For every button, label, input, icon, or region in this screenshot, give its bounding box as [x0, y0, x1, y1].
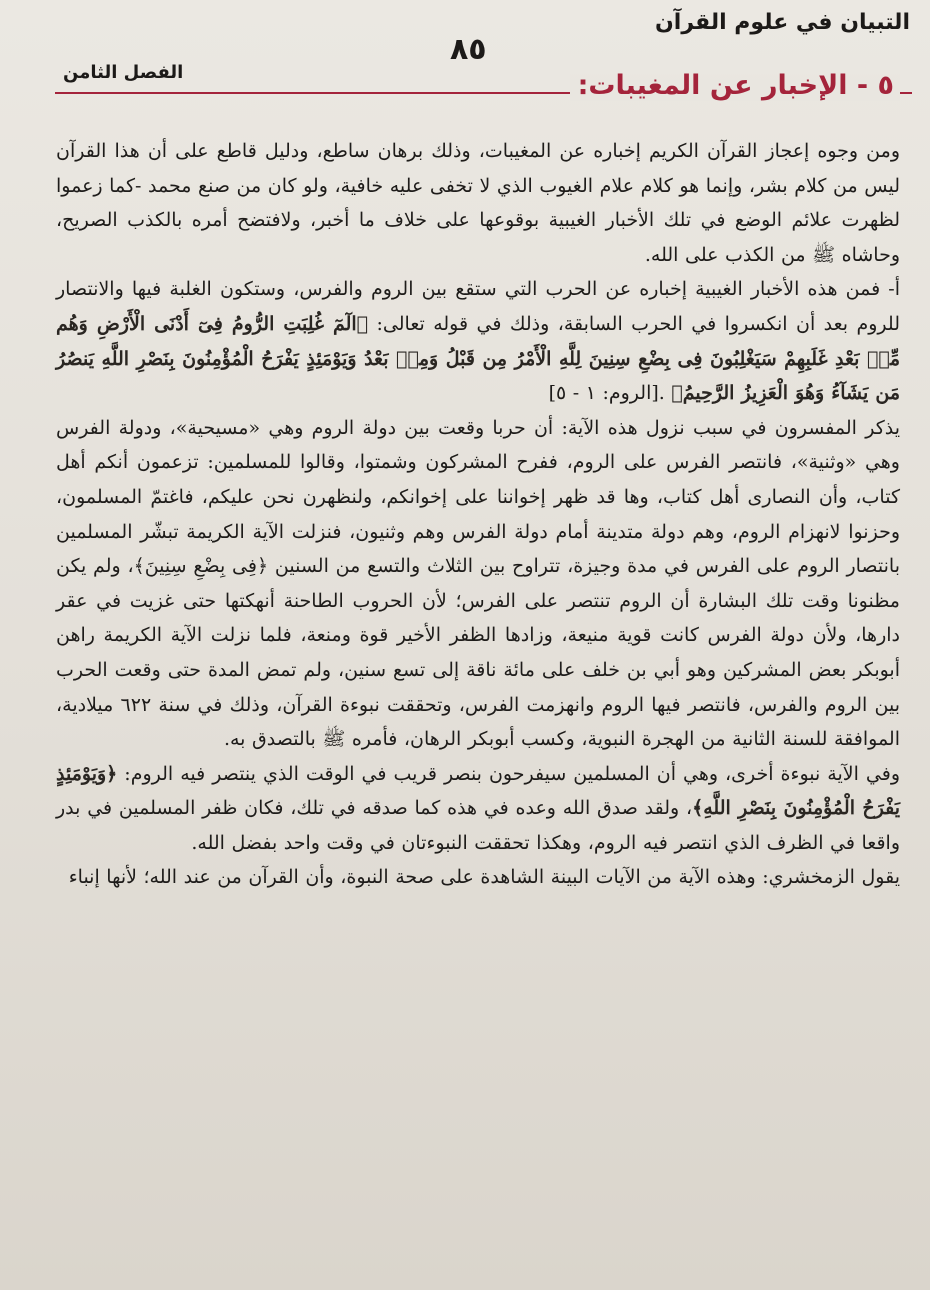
paragraph-intro: [56, 134, 900, 272]
paragraph-text: ومن وجوه إعجاز القرآن الكريم إخباره عن المغيبات، وذلك برهان ساطع، ودليل قاطع على أن هذا القرآن ليس من كلام بشر، وإنما هو كلام علام الغيوب الذي لا تخفى عليه خافية، ولو كان من صنع محمد -كما زعموا لظهرت علائم الوضع في تلك الأخبار الغيبية بوقوعها على خلاف ما أخبر، ولافتضح أمره بالكذب الصريح، وحاشاه ﷺ من الكذب على الله.: [56, 140, 900, 266]
paragraph-revelation-cause: [56, 411, 900, 757]
chapter-title: الفصل الثامن: [63, 62, 184, 83]
paragraph-text: يذكر المفسرون في سبب نزول هذه الآية: أن حربا وقعت بين دولة الروم وهي «مسيحية»، ودولة الفرس وهي «وثنية»، فانتصر الفرس على الروم، ففرح المشركون وشمتوا، وقالوا للمسلمين: تزعمون أنكم أهل كتاب، وأن النصارى أهل كتاب، وها قد ظهر إخواننا على إخوانكم، ولنظهرن نحن عليكم، فاغتمّ المسلمون، وحزنوا لانهزام الروم، وهم دولة متدينة أمام دولة الفرس وهم وثنيون، فنزلت الآية الكريمة تبشّر المسلمين بانتصار الروم على الفرس في مدة وجيزة، تتراوح بين الثلاث والتسع من السنين ﴿فِى بِضْعِ سِنِينَ﴾، ولم يكن مظنونا وقت تلك البشارة أن الروم تنتصر على الفرس؛ لأن الحروب الطاحنة أنهكتها حتى غزيت في عقر دارها، ولأن دولة الفرس كانت قوية منيعة، وزادها الظفر الأخير قوة ومنعة، فلما نزلت الآية الكريمة راهن أبوبكر بعض المشركين وهو أبي بن خلف على مائة ناقة إلى تسع سنين، ولم تمض المدة حتى وقعت الحرب بين الروم والفرس، فانتصر فيها الروم وانهزمت الفرس، وتحققت نبوءة القرآن، وذلك في سنة ٦٢٢ ميلادية، الموافقة للسنة الثانية من الهجرة النبوية، وكسب أبوبكر الرهان، فأمره ﷺ بالتصدق به.: [56, 416, 900, 751]
page-number: ٨٥: [450, 32, 487, 67]
quran-verse: ﴿الٓمٓ غُلِبَتِ الرُّومُ فِىٓ أَدْنَى الْأَرْضِ وَهُم مِّنۢ بَعْدِ غَلَبِهِمْ سَيَغْلِبُونَ فِى بِضْعِ سِنِينَ لِلَّهِ الْأَمْرُ مِن قَبْلُ وَمِنۢ بَعْدُ وَيَوْمَئِذٍ يَفْرَحُ الْمُؤْمِنُونَ بِنَصْرِ اللَّهِ يَنصُرُ مَن يَشَآءُ وَهُوَ الْعَزِيزُ الرَّحِيمُ﴾: [56, 312, 900, 405]
verse-reference: .[الروم: ١ - ٥]: [548, 382, 672, 405]
paragraph-text: يقول الزمخشري: وهذه الآية من الآيات البينة الشاهدة على صحة النبوة، وأن القرآن من عند الله؛ لأنها إنباء: [68, 866, 900, 889]
paragraph-text: وفي الآية نبوءة أخرى، وهي أن المسلمين سيفرحون بنصر قريب في الوقت الذي ينتصر فيه الروم:: [117, 762, 900, 785]
book-title: التبيان في علوم القرآن: [655, 10, 910, 35]
quran-verse: ﴿وَيَوْمَئِذٍ يَفْرَحُ الْمُؤْمِنُونَ بِنَصْرِ اللَّهِ﴾: [56, 762, 900, 820]
paragraph-text: ، ولقد صدق الله وعده في هذه كما صدقه في تلك، فكان ظفر المسلمين في بدر واقعا في الظرف الذي انتصر فيه الروم، وهكذا تحققت النبوءتان في وقت واحد بفضل الله.: [56, 797, 900, 854]
paragraph-zamakhshari: [56, 860, 900, 895]
paragraph-text: أ- فمن هذه الأخبار الغيبية إخباره عن الحرب التي ستقع بين الروم والفرس، وستكون الغلبة فيها والانتصار للروم بعد أن انكسروا في الحرب السابقة، وذلك في قوله تعالى:: [56, 278, 900, 335]
section-heading: ٥ - الإخبار عن المغيبات:: [570, 70, 900, 101]
paragraph-rome-prophecy: [56, 272, 900, 410]
paragraph-second-prophecy: [56, 757, 900, 861]
page-body: [56, 134, 900, 895]
